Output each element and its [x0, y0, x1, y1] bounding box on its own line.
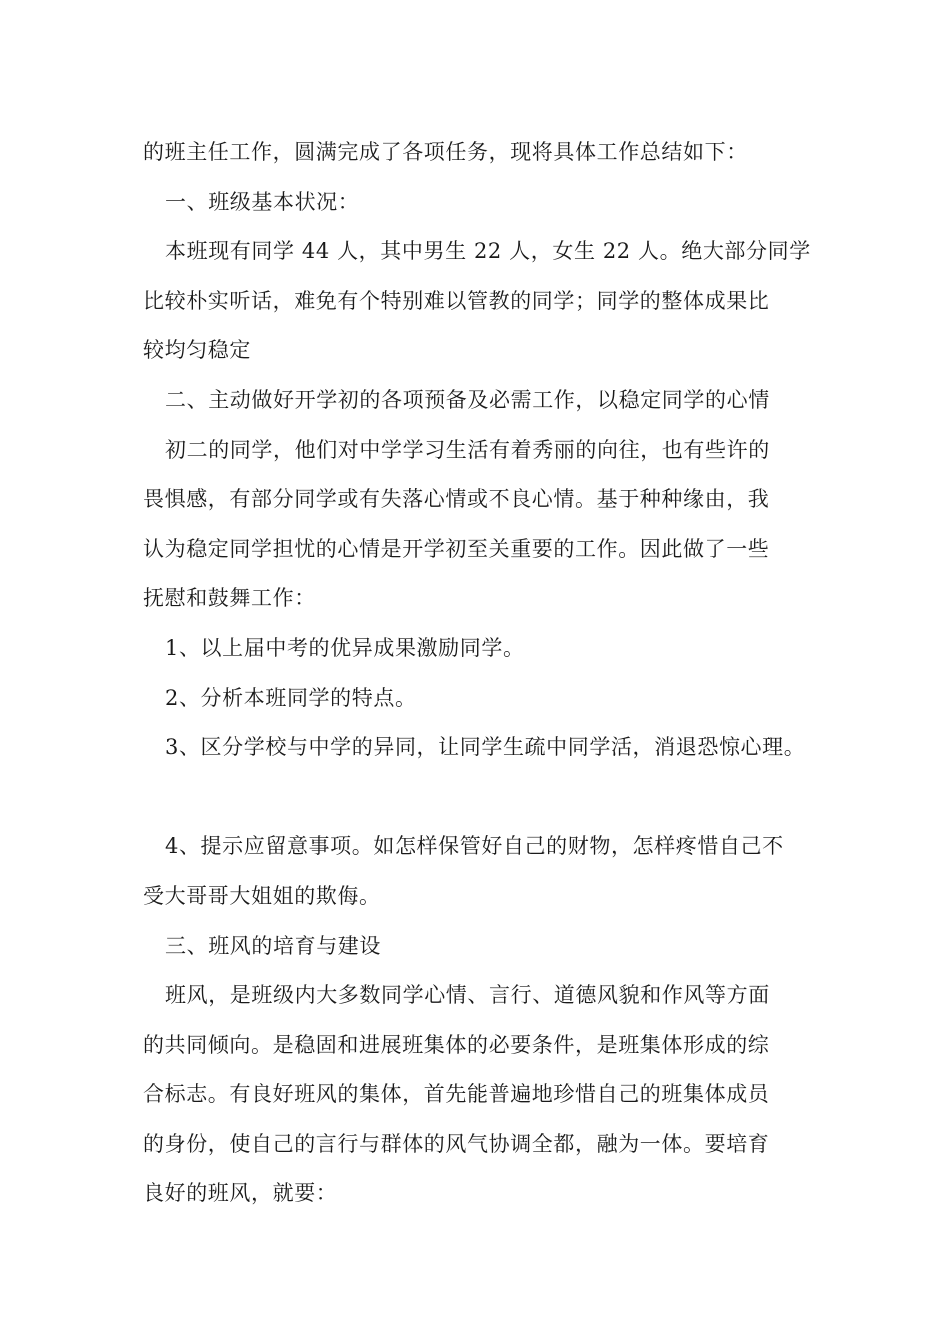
- section-heading: 二、主动做好开学初的各项预备及必需工作，以稳定同学的心情: [165, 387, 770, 412]
- paragraph-line: 的身份，使自己的言行与群体的风气协调全都，融为一体。要培育: [143, 1131, 770, 1156]
- paragraph-line: 班风，是班级内大多数同学心情、言行、道德风貌和作风等方面: [165, 983, 770, 1008]
- paragraph-line: 认为稳定同学担忧的心情是开学初至关重要的工作。因此做了一些: [143, 536, 770, 561]
- paragraph-line: 较均匀稳定: [143, 338, 251, 363]
- paragraph-line: 本班现有同学 44 人，其中男生 22 人，女生 22 人。绝大部分同学: [165, 239, 811, 264]
- paragraph-line: 受大哥哥大姐姐的欺侮。: [143, 883, 381, 908]
- paragraph-line: 初二的同学，他们对中学学习生活有着秀丽的向往，也有些许的: [165, 437, 770, 462]
- paragraph-line: 的共同倾向。是稳固和进展班集体的必要条件，是班集体形成的综: [143, 1032, 770, 1057]
- document-body: [143, 128, 823, 1219]
- list-item: 3、区分学校与中学的异同，让同学生疏中同学活，消退恐惊心理。: [165, 735, 806, 760]
- paragraph-line: 比较朴实听话，难免有个特别难以管教的同学；同学的整体成果比: [143, 288, 770, 313]
- blank-line: [143, 773, 823, 823]
- paragraph-line: 良好的班风，就要：: [143, 1181, 338, 1206]
- list-item: 4、提示应留意事项。如怎样保管好自己的财物，怎样疼惜自己不: [165, 834, 784, 859]
- paragraph-line: 的班主任工作，圆满完成了各项任务，现将具体工作总结如下：: [143, 140, 748, 164]
- paragraph-line: 畏惧感，有部分同学或有失落心情或不良心情。基于种种缘由，我: [143, 487, 770, 512]
- list-item: 2、分析本班同学的特点。: [165, 685, 417, 710]
- list-item: 1、以上届中考的优异成果激励同学。: [165, 635, 525, 660]
- section-heading: 一、班级基本状况：: [165, 189, 360, 214]
- section-heading: 三、班风的培育与建设: [165, 933, 381, 958]
- paragraph-line: 合标志。有良好班风的集体，首先能普遍地珍惜自己的班集体成员: [143, 1082, 770, 1107]
- paragraph-line: 抚慰和鼓舞工作：: [143, 586, 316, 611]
